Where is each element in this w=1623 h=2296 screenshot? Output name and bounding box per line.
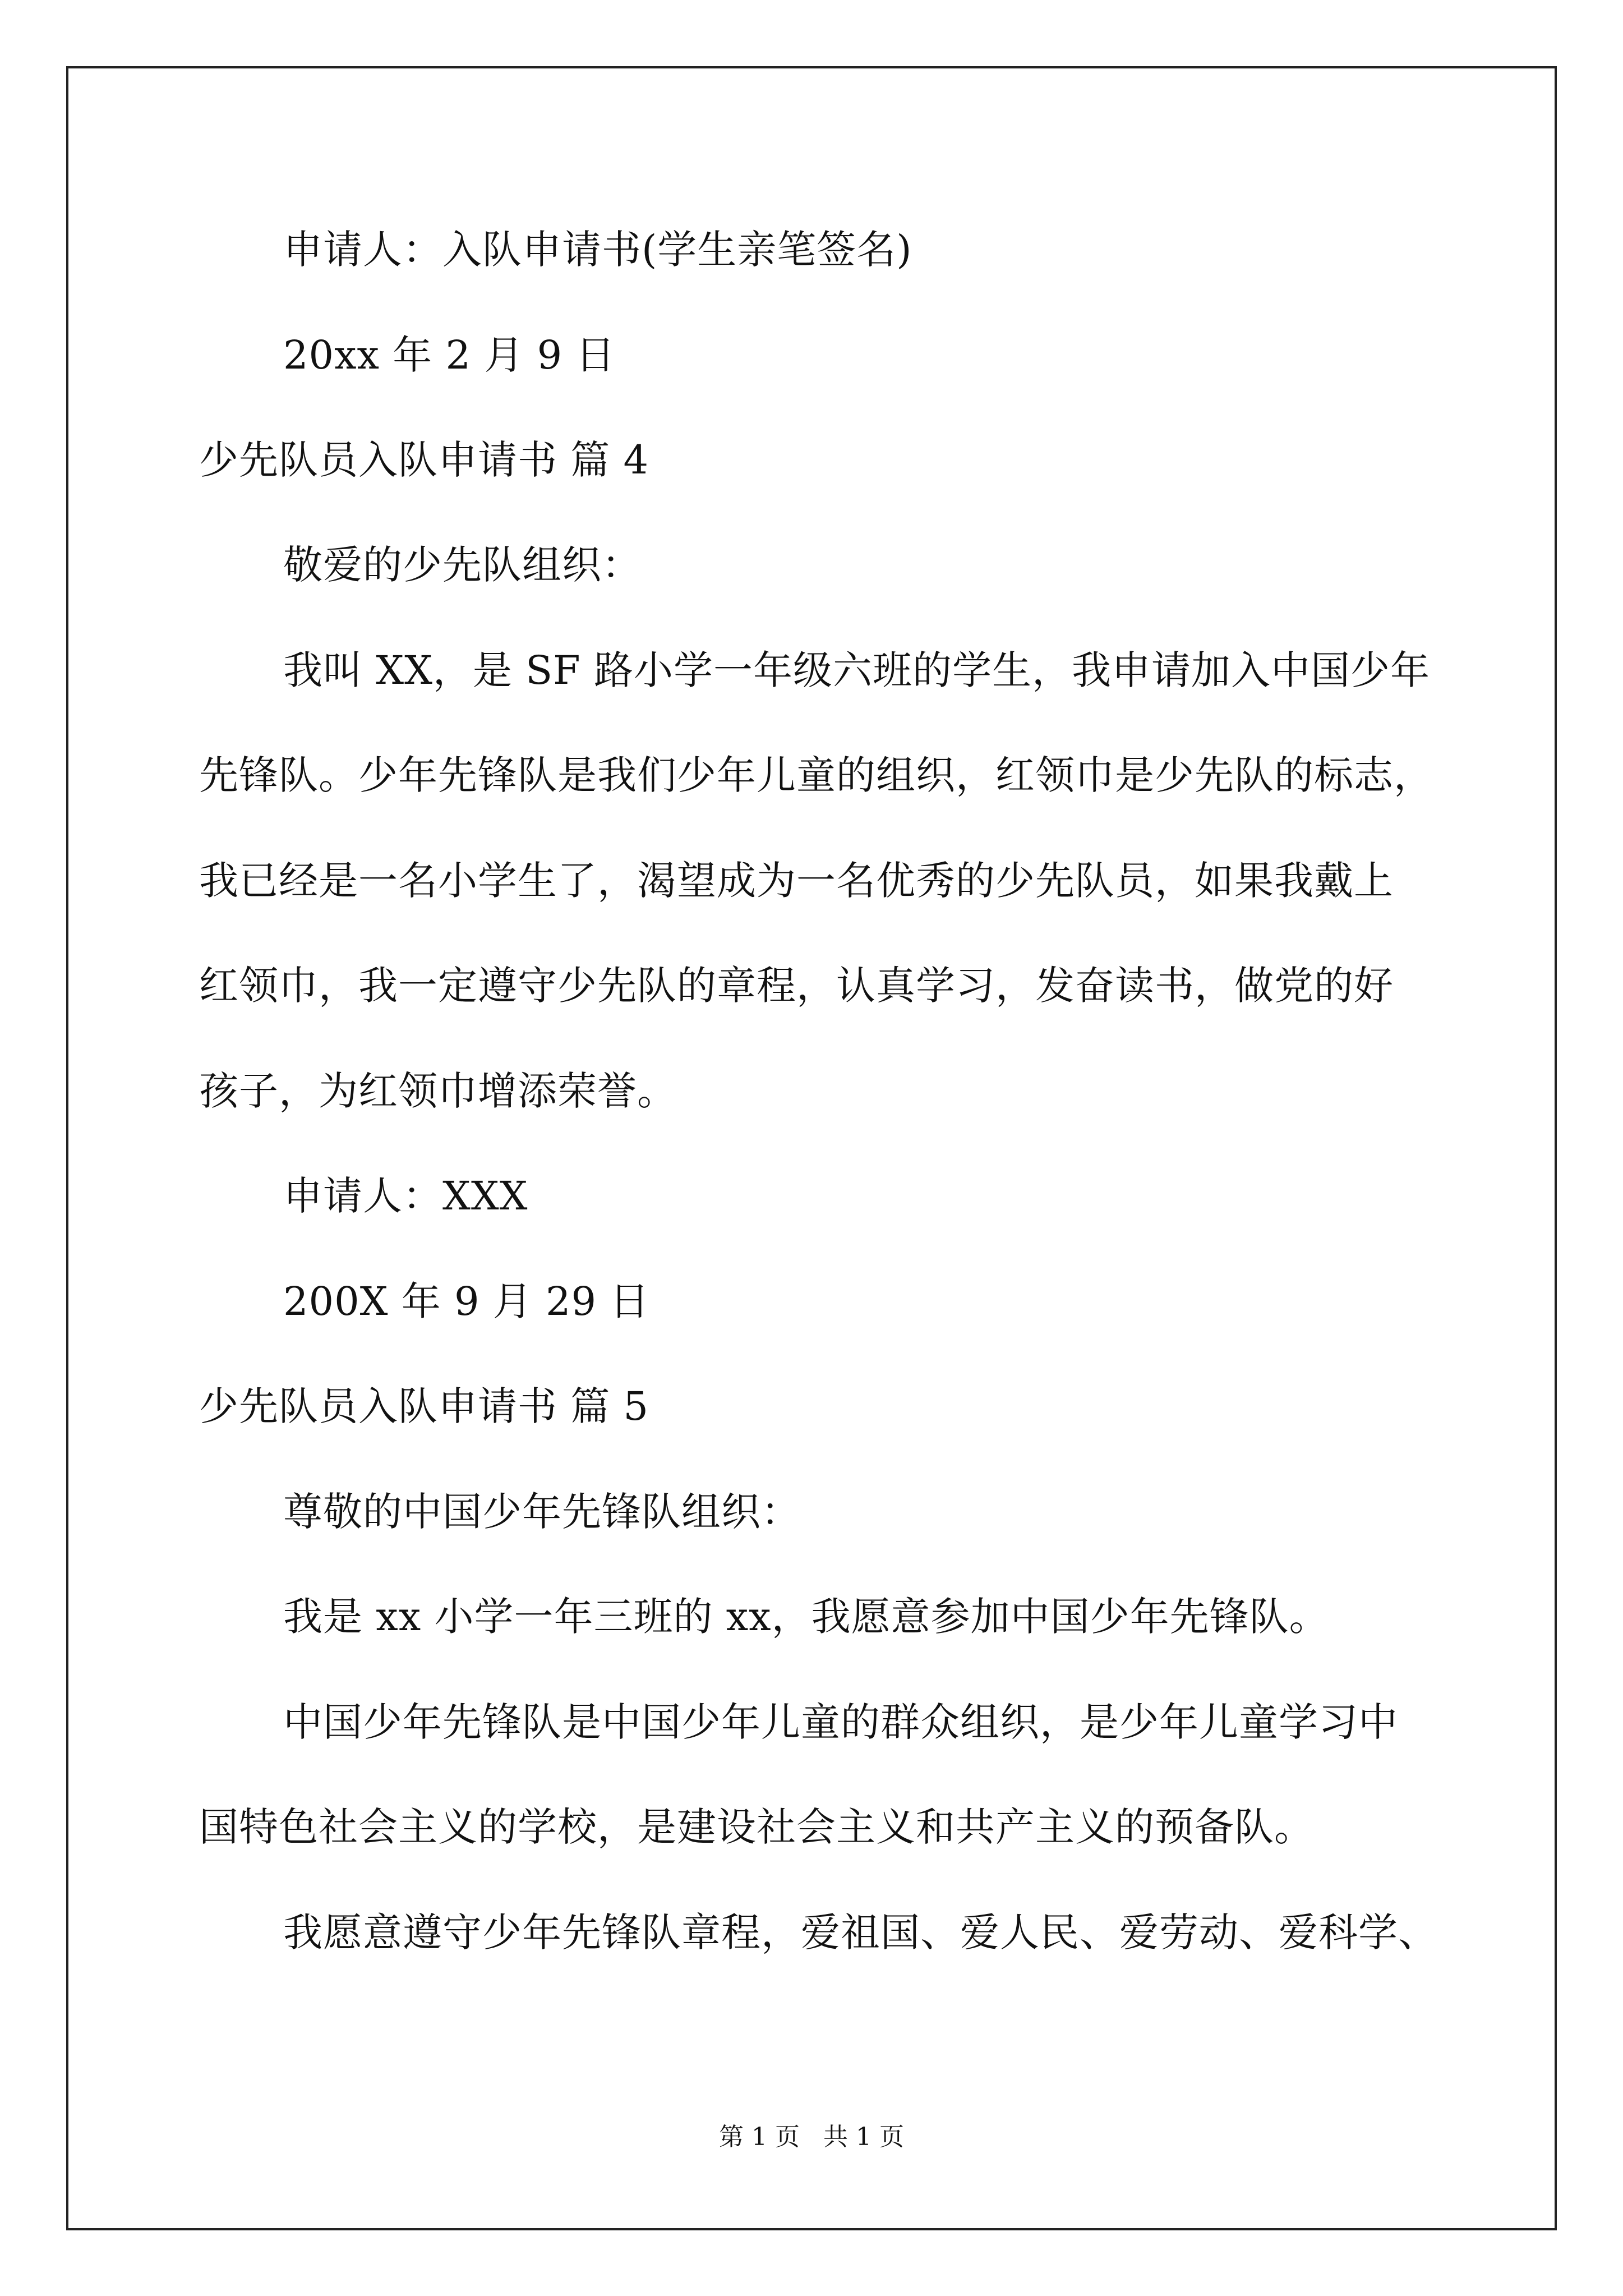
body-paragraph: 国特色社会主义的学校，是建设社会主义和共产主义的预备队。 xyxy=(199,1804,1314,1850)
signature-line: 申请人：入队申请书(学生亲笔签名) xyxy=(283,227,912,273)
date-line: 20xx 年 2 月 9 日 xyxy=(283,332,616,378)
salutation: 尊敬的中国少年先锋队组织： xyxy=(283,1489,801,1535)
body-paragraph: 中国少年先锋队是中国少年儿童的群众组织，是少年儿童学习中 xyxy=(283,1699,1398,1745)
body-paragraph: 孩子，为红领巾增添荣誉。 xyxy=(199,1068,677,1114)
body-paragraph: 我叫 XX，是 SF 路小学一年级六班的学生，我申请加入中国少年 xyxy=(283,647,1430,693)
body-paragraph: 我已经是一名小学生了，渴望成为一名优秀的少先队员，如果我戴上 xyxy=(199,858,1394,904)
page-footer: 第 1 页 共 1 页 xyxy=(719,2123,904,2151)
body-paragraph: 红领巾，我一定遵守少先队的章程，认真学习，发奋读书，做党的好 xyxy=(199,963,1394,1009)
page-border xyxy=(66,66,1557,2230)
section-heading: 少先队员入队申请书 篇 5 xyxy=(199,1383,649,1429)
section-heading: 少先队员入队申请书 篇 4 xyxy=(199,437,649,483)
salutation: 敬爱的少先队组织： xyxy=(283,542,642,588)
body-paragraph: 先锋队。少年先锋队是我们少年儿童的组织，红领巾是少先队的标志， xyxy=(199,752,1433,798)
body-paragraph: 我是 xx 小学一年三班的 xx，我愿意参加中国少年先锋队。 xyxy=(283,1594,1329,1640)
signature-line: 申请人：XXX xyxy=(283,1173,528,1219)
date-line: 200X 年 9 月 29 日 xyxy=(283,1278,650,1324)
body-paragraph: 我愿意遵守少年先锋队章程，爱祖国、爱人民、爱劳动、爱科学、 xyxy=(283,1910,1438,1955)
